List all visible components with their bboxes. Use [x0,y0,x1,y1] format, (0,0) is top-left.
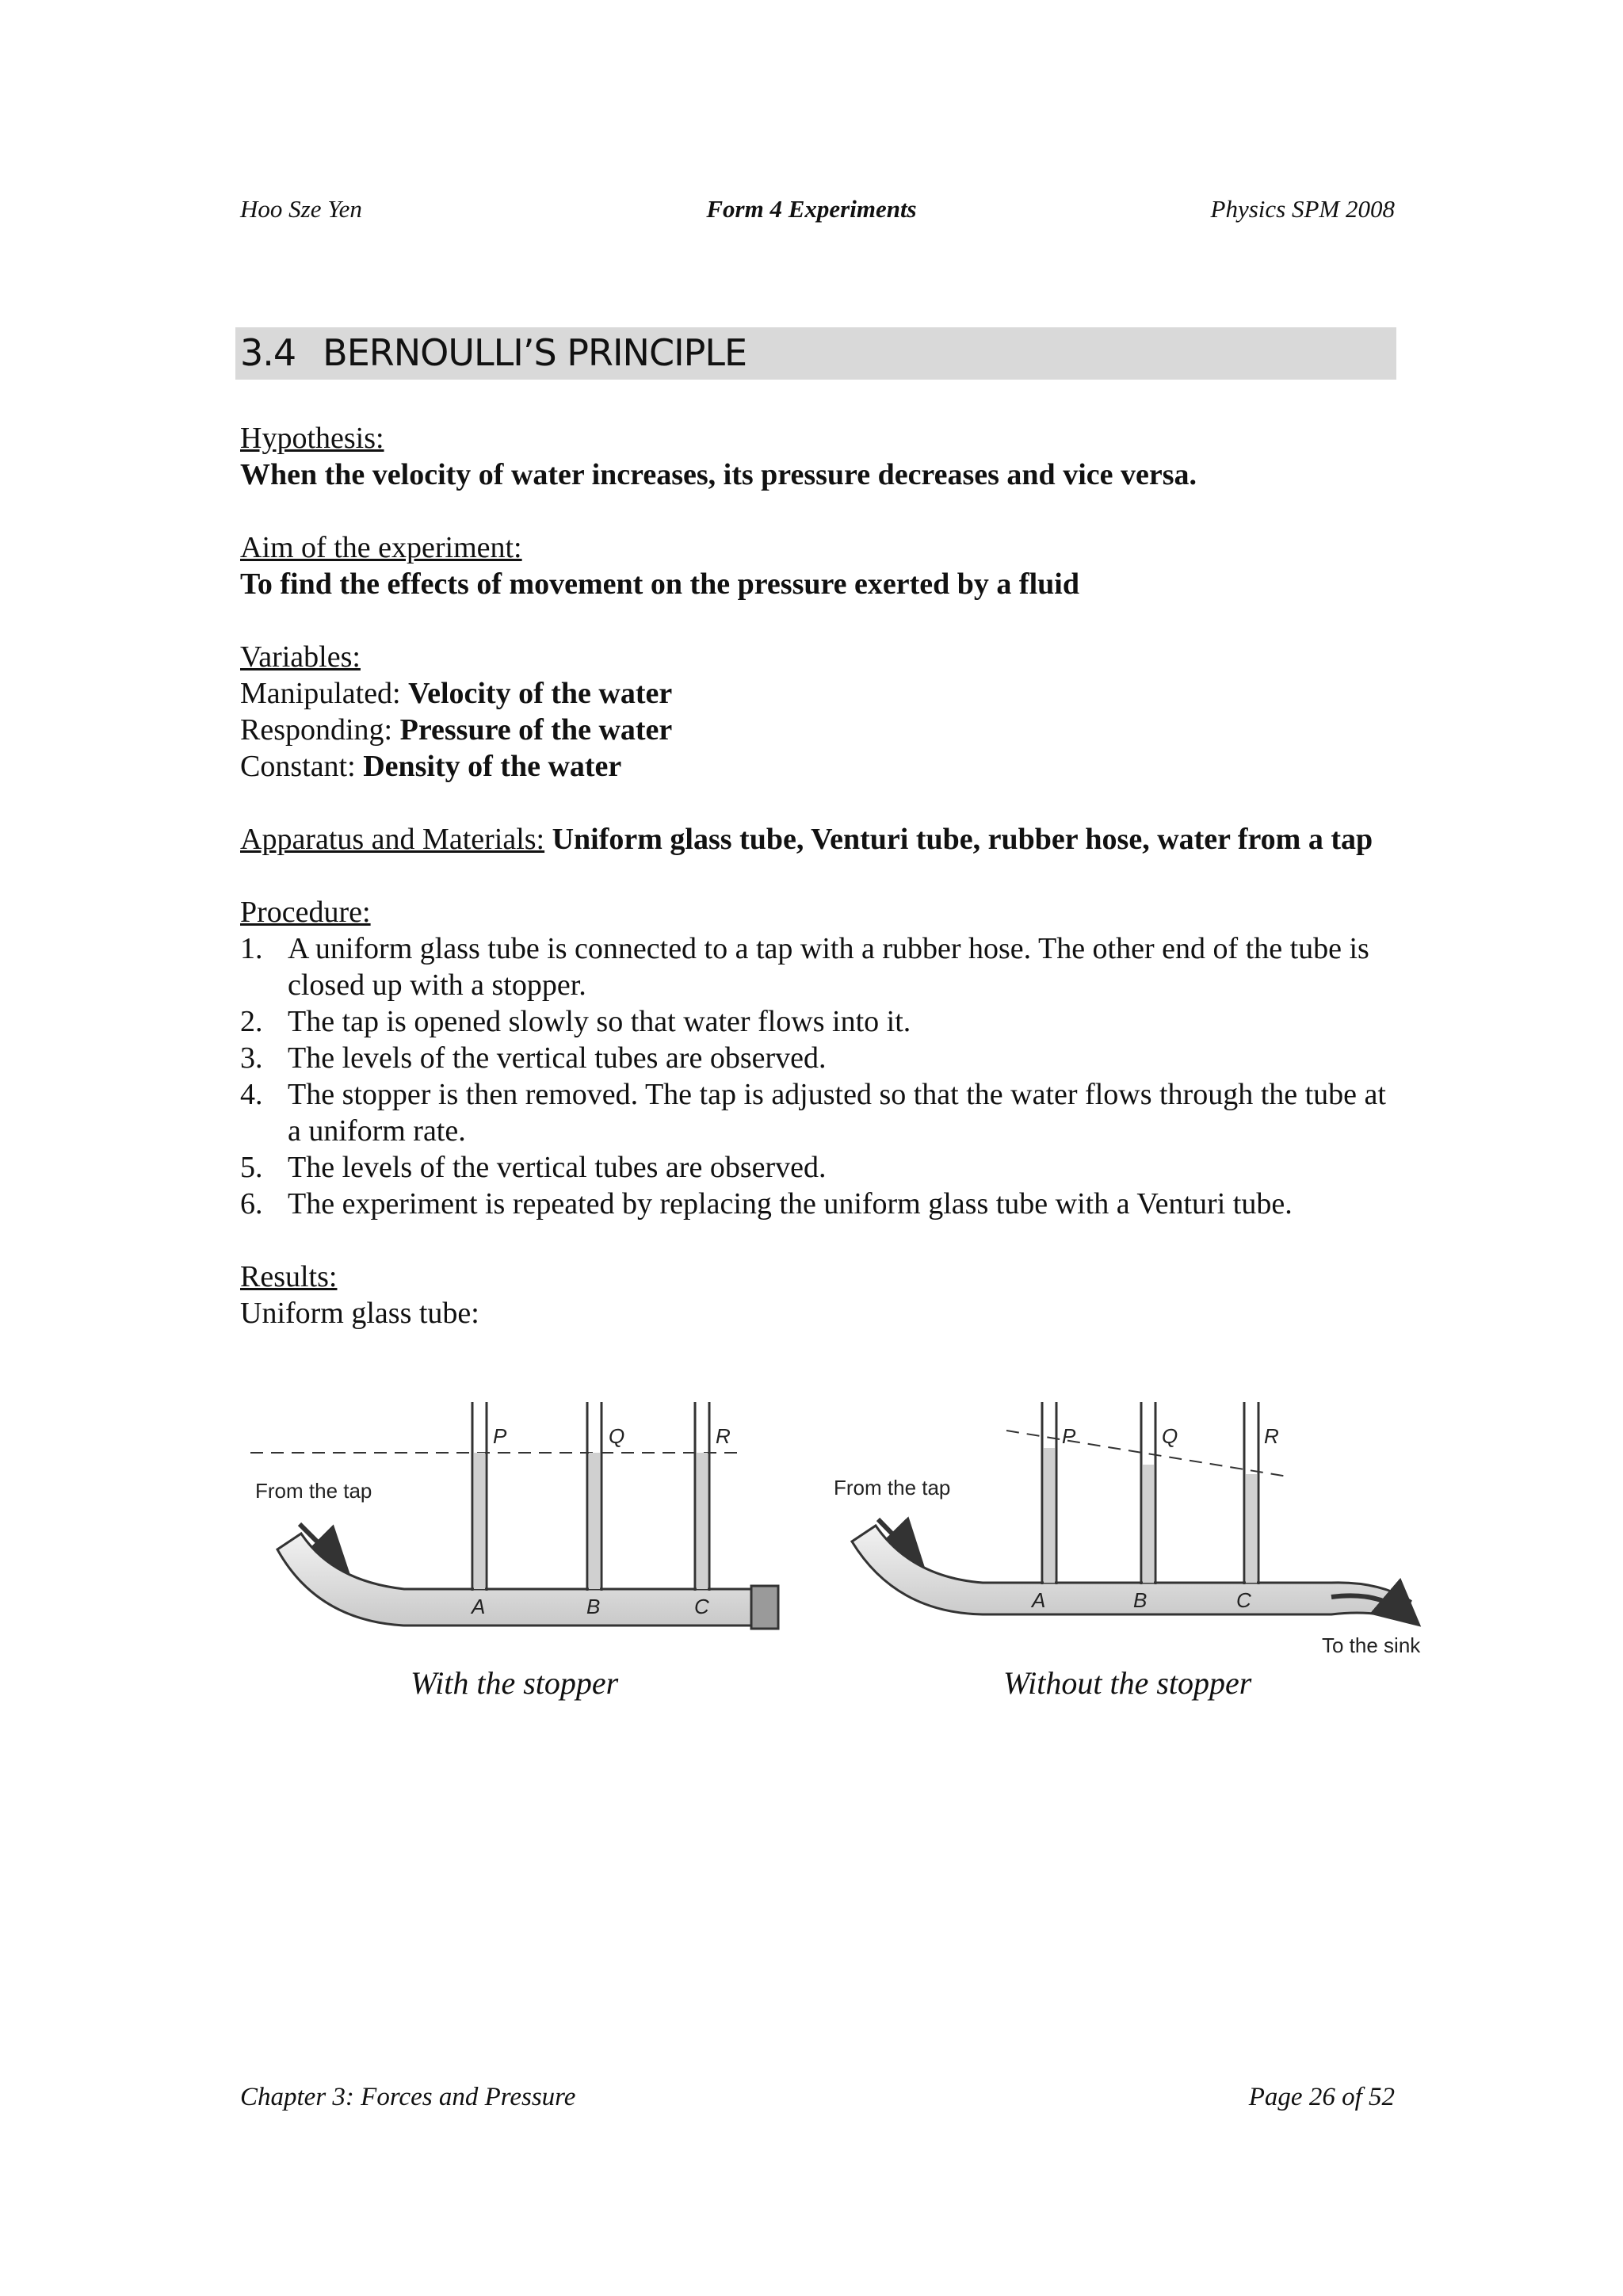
point-label-c: C [694,1595,709,1618]
main-content [240,420,1397,1331]
procedure-step [240,1149,1397,1186]
step-number: 2. [240,1005,263,1038]
section-title: BERNOULLI’S PRINCIPLE [323,331,747,374]
hypothesis-text: When the velocity of water increases, its pressure decreases and vice versa. [240,458,1197,491]
hypothesis-block [240,420,1397,493]
manipulated-value: Velocity of the water [408,677,673,710]
constant-label: Constant: [240,750,356,783]
aim-text: To find the effects of movement on the pressure exerted by a fluid [240,567,1079,601]
apparatus-text: Uniform glass tube, Venturi tube, rubber hose, water from a tap [552,823,1373,856]
tube-label-p: P [1062,1424,1076,1448]
point-label-a: A [472,1595,486,1618]
point-label-b: B [586,1595,601,1618]
step-text: The experiment is repeated by replacing the uniform glass tube with a Venturi tube. [288,1187,1293,1221]
procedure-step [240,1003,1397,1040]
from-tap-label: From the tap [834,1476,951,1499]
responding-label: Responding: [240,713,393,747]
horizontal-tube [852,1526,1411,1619]
procedure-step [240,930,1397,1003]
vertical-tube-q [587,1402,601,1591]
point-label-b: B [1133,1588,1148,1612]
step-text: The stopper is then removed. The tap is adjusted so that the water flows through the tube at a uniform rate. [288,1078,1386,1148]
tube-label-r: R [1264,1424,1279,1448]
procedure-step [240,1076,1397,1149]
constant-value: Density of the water [363,750,622,783]
step-number: 1. [240,932,263,965]
variable-constant [240,748,1397,785]
results-subtitle: Uniform glass tube: [240,1297,479,1330]
vertical-tube-q [1141,1402,1155,1584]
step-number: 6. [240,1187,263,1221]
step-text: The levels of the vertical tubes are observed. [288,1041,827,1075]
variable-responding [240,712,1397,748]
results-block [240,1259,1397,1331]
step-text: The levels of the vertical tubes are observed. [288,1151,827,1184]
header-author: Hoo Sze Yen [240,195,362,223]
header-subject: Physics SPM 2008 [1210,195,1395,223]
tube-label-r: R [716,1424,731,1448]
vertical-tube-p [1042,1402,1056,1584]
vertical-tube-r [695,1402,709,1591]
procedure-list [240,930,1397,1222]
step-number: 5. [240,1151,263,1184]
caption-without-stopper: Without the stopper [1003,1665,1252,1701]
aim-block [240,529,1397,602]
step-number: 4. [240,1078,263,1111]
manipulated-label: Manipulated: [240,677,401,710]
variables-block [240,639,1397,785]
from-tap-label: From the tap [255,1479,372,1503]
point-label-a: A [1032,1588,1046,1612]
point-label-c: C [1236,1588,1251,1612]
procedure-block [240,894,1397,1222]
footer-chapter: Chapter 3: Forces and Pressure [240,2083,576,2111]
step-text: A uniform glass tube is connected to a tap with a rubber hose. The other end of the tube is closed up with a stopper. [288,932,1369,1002]
diagram-with-stopper [246,1383,800,1652]
section-number: 3.4 [240,331,296,374]
procedure-label: Procedure: [240,896,371,929]
aim-label: Aim of the experiment: [240,531,522,564]
footer-page-number: Page 26 of 52 [1248,2083,1395,2111]
caption-with-stopper: With the stopper [411,1665,619,1701]
responding-value: Pressure of the water [399,713,673,747]
vertical-tube-p [472,1402,487,1591]
tube-label-q: Q [609,1424,625,1448]
diagram-without-stopper [824,1383,1450,1676]
procedure-step [240,1040,1397,1076]
to-sink-label: To the sink [1322,1633,1421,1657]
procedure-step [240,1186,1397,1222]
tube-label-q: Q [1162,1424,1178,1448]
vertical-tube-r [1244,1402,1258,1584]
hypothesis-label: Hypothesis: [240,422,384,455]
header-title: Form 4 Experiments [706,195,917,223]
variables-label: Variables: [240,640,361,674]
apparatus-label: Apparatus and Materials: [240,823,545,856]
results-label: Results: [240,1260,338,1293]
step-text: The tap is opened slowly so that water flows into it. [288,1005,911,1038]
stopper [751,1586,778,1629]
tube-label-p: P [493,1424,507,1448]
section-heading [240,331,747,374]
step-number: 3. [240,1041,263,1075]
apparatus-block [240,821,1397,858]
variable-manipulated [240,675,1397,712]
